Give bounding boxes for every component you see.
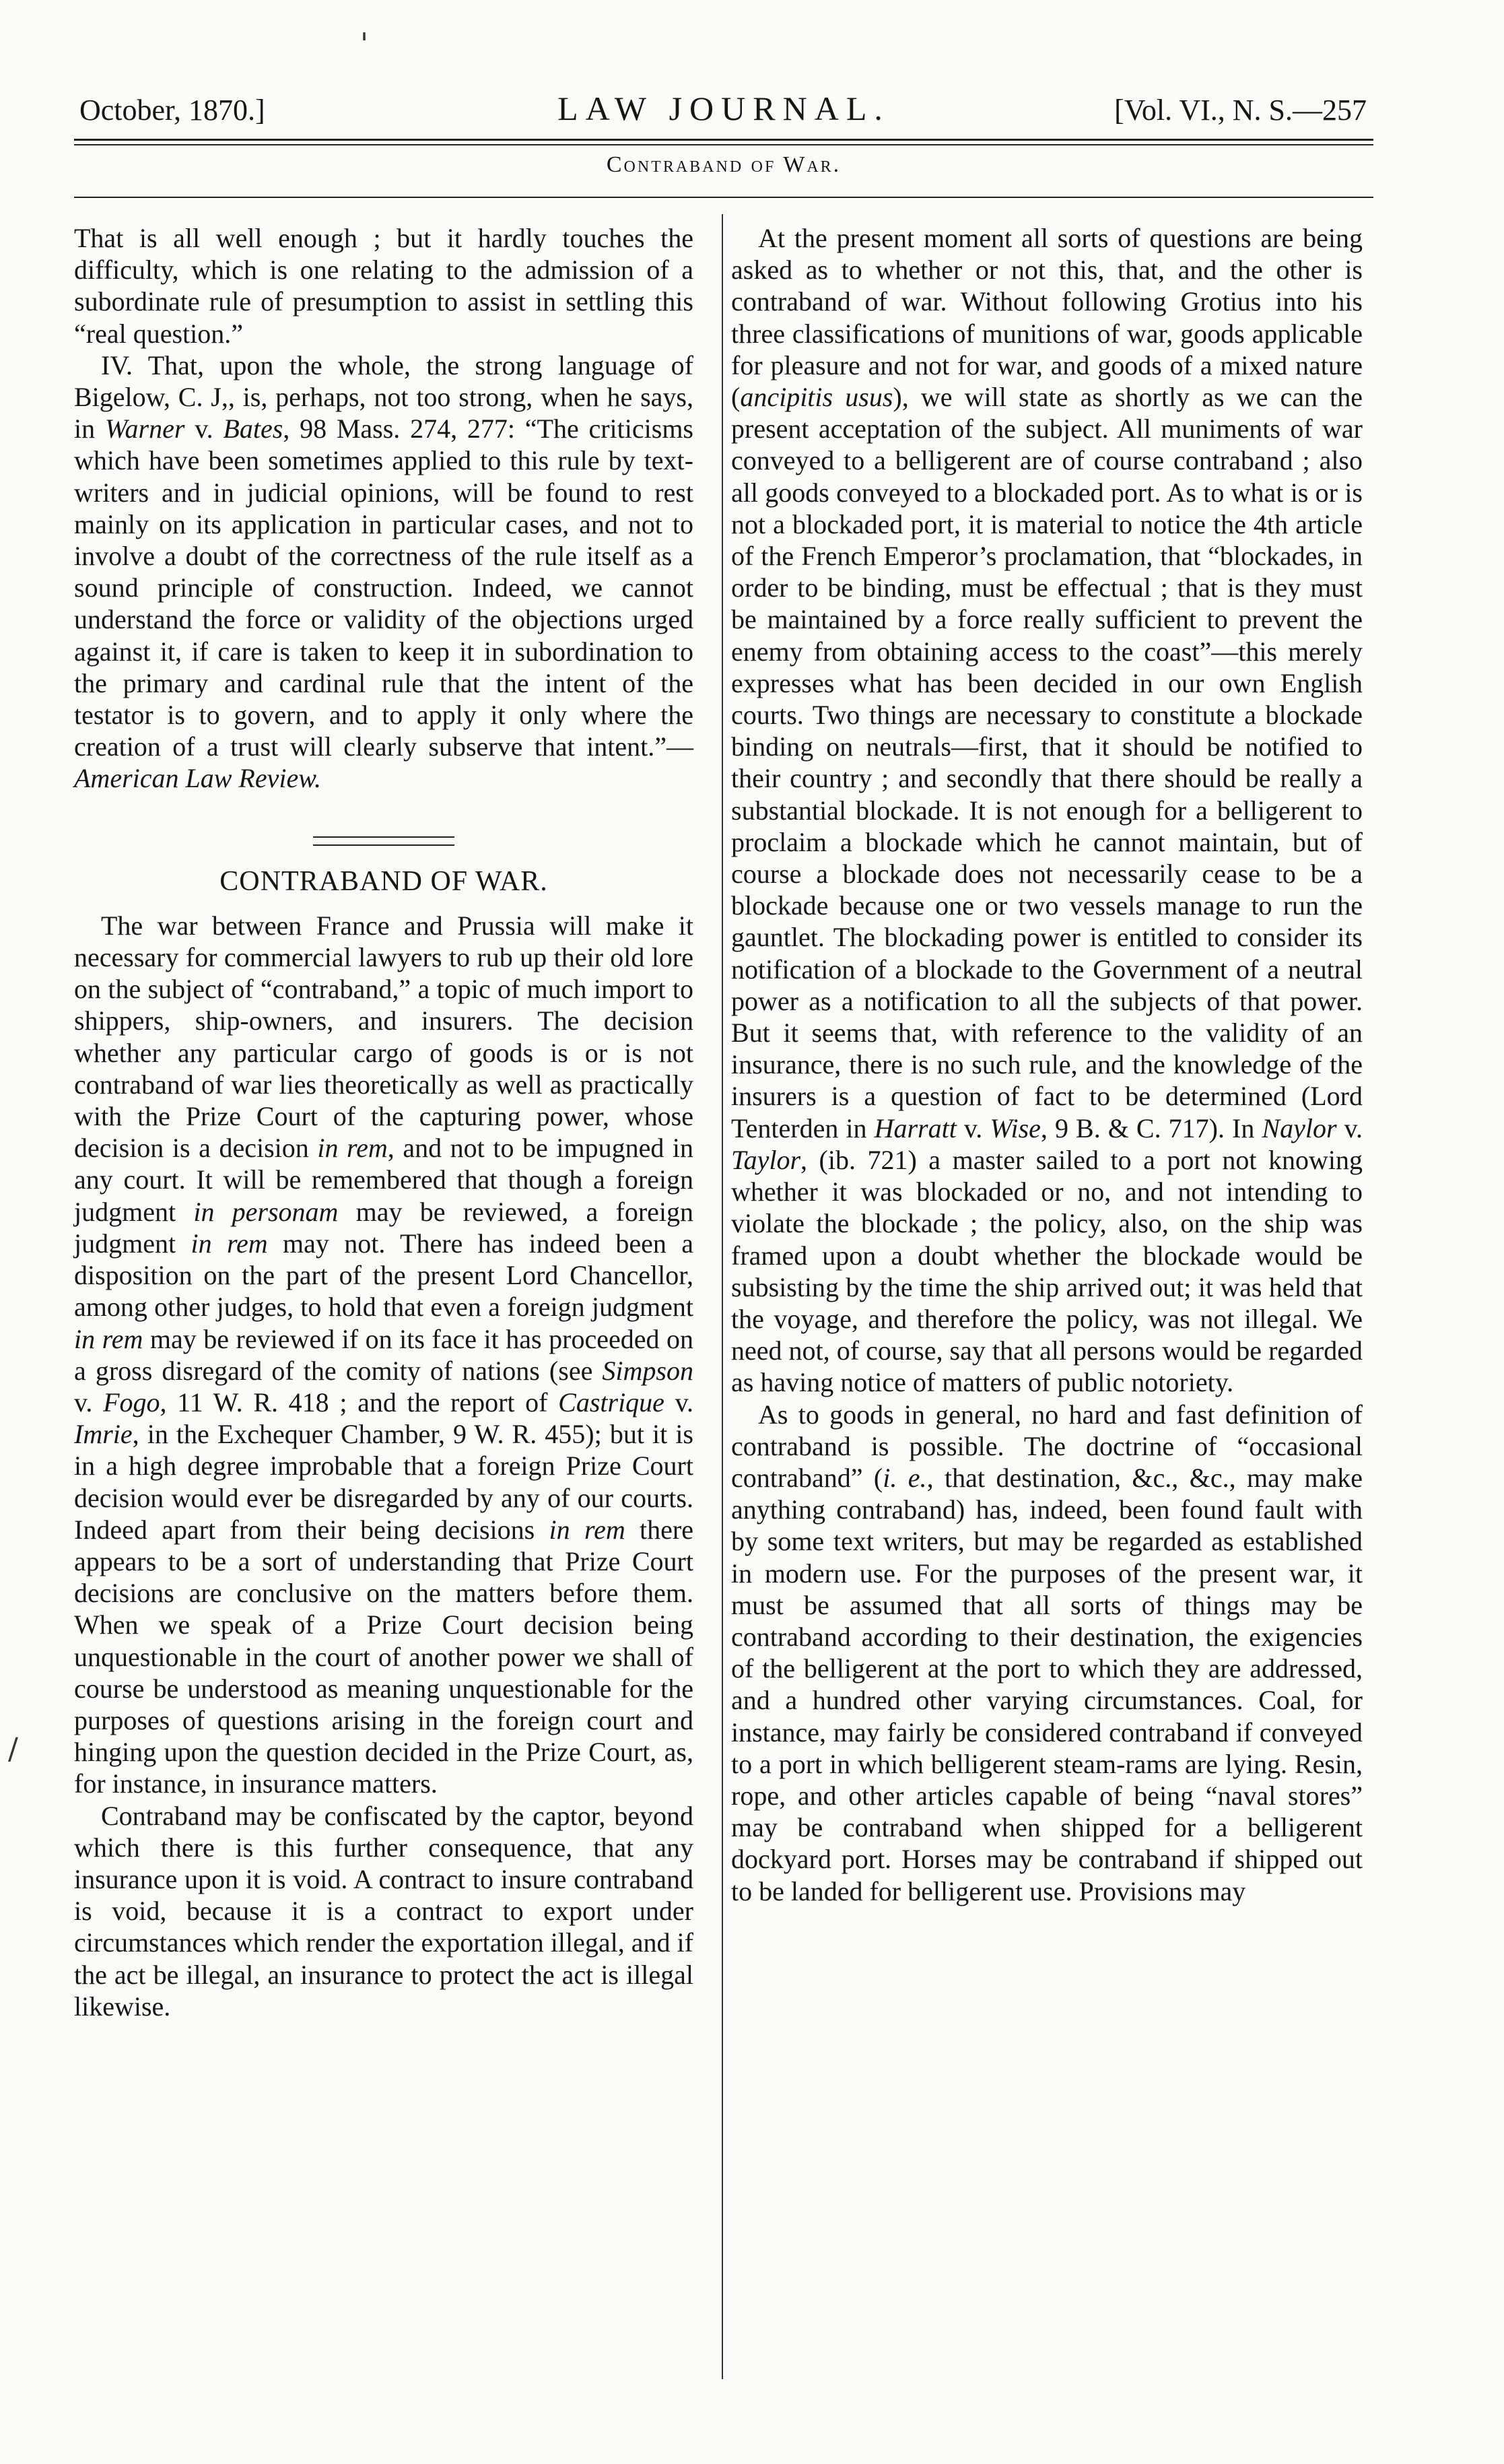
case-name: Harratt — [874, 1112, 957, 1143]
column-divider — [722, 214, 723, 2379]
top-margin-mark: ' — [360, 27, 369, 61]
header-rule-top — [74, 139, 1373, 141]
paragraph-continued: That is all well enough ; but it hardly touches the difficulty, which is one relating to the admission of a subordinate rule of presumption to assist in settling this “real question.” — [74, 223, 693, 349]
article-separator — [313, 836, 454, 846]
case-name: Castrique — [558, 1387, 664, 1418]
paragraph-intro: The war between France and Prussia will make it necessary for commercial lawyers to rub up their old lore on the subject of “contraband,” a topic of much import to shippers, ship-owners, and insurers. The decision whether any particular cargo of goods is or is not contraband of war lies theoretically as well as practically with the Prize Court of the capturing power, whose decision is a decision in rem, and not to be impugned in any court. It will be remembered that though a foreign judgment in personam may be reviewed, a foreign judgment in rem may not. There has indeed been a disposition on the part of the present Lord Chancellor, among other judges, to hold that even a foreign judgment in rem may be reviewed if on its face it has proceeded on a gross disregard of the comity of nations (see Simpson v. Fogo, 11 W. R. 418 ; and the report of Castrique v. Imrie, in the Exchequer Chamber, 9 W. R. 455); but it is in a high degree improbable that a foreign Prize Court decision would ever be disregarded by any of our courts. Indeed apart from their being decisions in rem there appears to be a sort of understanding that Prize Court decisions are conclusive on the matters before them. When we speak of a Prize Court decision being unquestionable in the court of another power we shall of course be understood as meaning unquestionable for the purposes of questions arising in the foreign court and hinging upon the question decided in the Prize Court, as, for instance, in insurance matters. — [74, 910, 694, 1799]
case-name: Imrie — [74, 1419, 133, 1450]
paragraph-confiscation: Contraband may be confiscated by the captor, beyond which there is this further consequence, that any insurance upon it is void. A contract to insure contraband is void, because it is a contract to export under circumstances which render the exportation illegal, and if the act be illegal, an insurance to protect the act is illegal likewise. — [74, 1800, 693, 2022]
case-name: Warner — [104, 413, 185, 444]
paragraph-blockade: At the present moment all sorts of questions are being asked as to whether or not this, that, and the other is contraband of war. Without following Grotius into his three classifications of munitions of war, goods applicable for pleasure and not for war, and goods of a mixed nature (ancipitis usus), we will state as shortly as we can the present acceptation of the subject. All muniments of war conveyed to a belligerent are of course contraband ; also all goods conveyed to a blockaded port. As to what is or is not a blockaded port, it is material to notice the 4th article of the French Emperor’s proclamation, that “blockades, in order to be binding, must be effectual ; that is they must be maintained by a force really sufficient to prevent the enemy from obtaining access to the coast”—this merely expresses what has been decided in our own English courts. Two things are necessary to constitute a blockade binding on neutrals—first, that it should be notified to their country ; and secondly that there should be really a substantial blockade. It is not enough for a belligerent to proclaim a blockade which he cannot maintain, but of course a blockade does not necessarily cease to be a blockade because one or two vessels manage to run the gauntlet. The blockading power is entitled to consider its notification of a blockade to the Government of a neutral power as a notification to all the subjects of that power. But it seems that, with reference to the validity of an insurance, there is no such rule, and the knowledge of the insurers is a question of fact to be determined (Lord Tenterden in Harratt v. Wise, 9 B. & C. 717). In Naylor v. Taylor, (ib. 721) a master sailed to a port not knowing whether it was blockaded or no, and not intending to violate the blockade ; the policy, also, on the ship was framed upon a doubt whether the blockade would be subsisting by the time the ship arrived out; it was held that the voyage, and therefore the policy, was not illegal. We need not, of course, say that all persons would be regarded as having notice of matters of public notoriety. — [731, 223, 1363, 1398]
case-name: Wise — [990, 1112, 1041, 1143]
article-title: CONTRABAND OF WAR. — [219, 865, 548, 897]
left-column — [74, 222, 693, 2022]
section-rule — [74, 197, 1373, 198]
paragraph-goods-in-general: As to goods in general, no hard and fast definition of contraband is possible. The doctrine of “occasional contraband” (i. e., that destination, &c., &c., may make anything contraband) has, indeed, been found fault with by some text writers, but may be regarded as established in modern use. For the purposes of the present war, it must be assumed that all sorts of things may be contraband according to their destination, the exigencies of the belligerent at the port to which they are addressed, and a hundred other varying circumstances. Coal, for instance, may fairly be considered contraband if conveyed to a port in which belligerent steam-rams are lying. Resin, rope, and other articles capable of being “naval stores” may be contraband when shipped for a belligerent dockyard port. Horses may be contraband if shipped out to be landed for belligerent use. Provisions may — [731, 1399, 1363, 1906]
header-journal-title: LAW JOURNAL. — [557, 90, 890, 127]
case-name: Bates — [223, 413, 283, 444]
header-date: October, 1870.] — [79, 94, 265, 127]
case-name: Naylor — [1262, 1112, 1337, 1143]
running-header — [74, 81, 1373, 135]
source-citation: American Law Review. — [74, 763, 321, 794]
header-rule-bottom — [74, 144, 1373, 145]
right-column — [731, 222, 1363, 1907]
paragraph-conclusion-iv: IV. That, upon the whole, the strong language of Bigelow, C. J,, is, perhaps, not too strong, when he says, in Warner v. Bates, 98 Mass. 274, 277: “The criticisms which have been sometimes applied to this rule by text-writers and in judicial opinions, will be found to rest mainly on its application in particular cases, and not to involve a doubt of the correctness of the rule itself as a sound principle of construction. Indeed, we cannot understand the force or validity of the objections urged against it, if care is taken to keep it in subordination to the primary and cardinal rule that the intent of the testator is to govern, and to apply it only where the creation of a trust will clearly subserve that intent.”—American Law Review. — [74, 349, 693, 794]
case-name: Taylor — [731, 1144, 801, 1175]
case-name: Simpson — [602, 1355, 693, 1386]
section-title: Contraband of War. — [606, 152, 842, 177]
header-volume-page: [Vol. VI., N. S.—257 — [1114, 94, 1367, 127]
case-name: Fogo — [103, 1387, 160, 1418]
left-margin-mark: / — [8, 1732, 18, 1766]
